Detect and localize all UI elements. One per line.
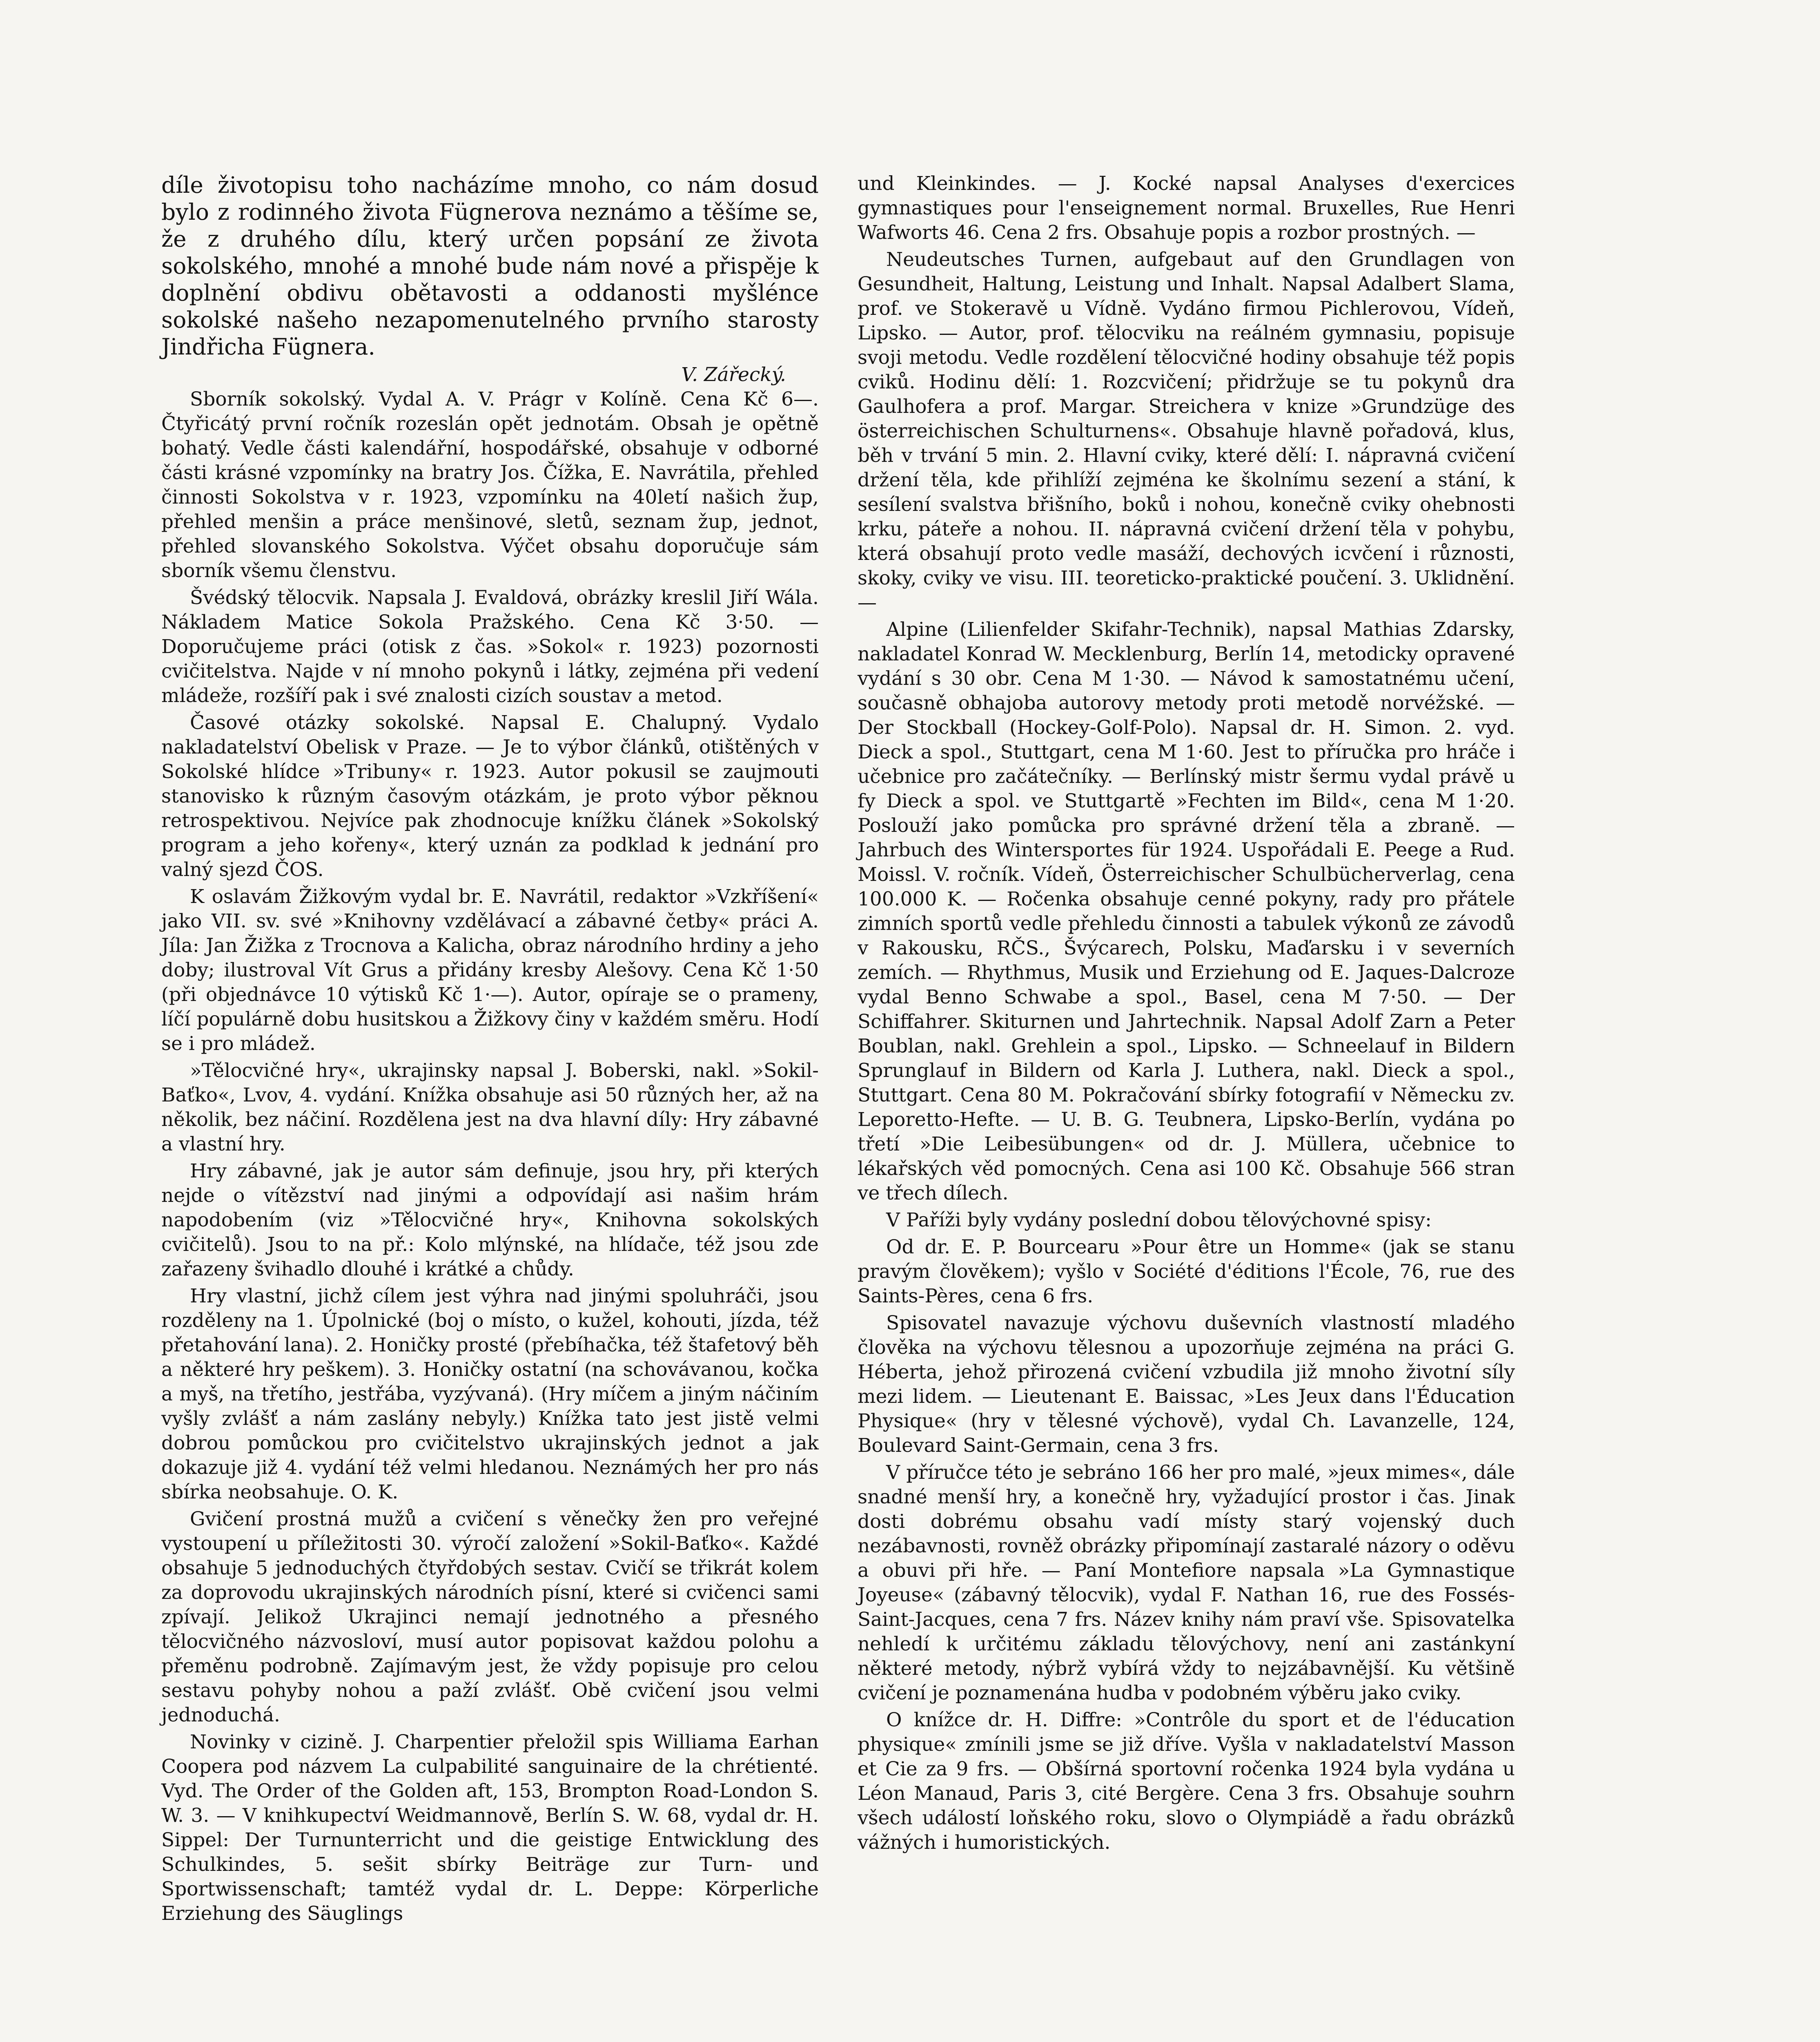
paragraph: Spisovatel navazuje výchovu duševních vlastností mladého člověka na výchovu tělesnou a upozorňuje zejména na práci G. Héberta, jehož přirozená cvičení vzbudila již mnoho životní síly mezi lidem. — Lieutenant E. Baissac, »Les Jeux dans l'Éducation Physique« (hry v tělesné výchově), vydal Ch. Lavanzelle, 124, Boulevard Saint-Germain, cena 3 frs. xyxy=(858,1312,1515,1457)
left-column xyxy=(161,172,819,1928)
paragraph: díle životopisu toho nacházíme mnoho, co nám dosud bylo z rodinného života Fügnerova neznámo a těšíme se, že z druhého dílu, který určen popsání ze života sokolského, mnohé a mnohé bude nám nové a přispěje k doplnění obdivu obětavosti a oddanosti myšlénce sokolské našeho nezapomenutelného prvního starosty Jindřicha Fügnera. xyxy=(161,172,819,360)
paragraph: V příručce této je sebráno 166 her pro malé, »jeux mimes«, dále snadné menší hry, a konečně hry, vyžadující prostor i čas. Jinak dosti dobrému obsahu vadí místy starý vojenský duch nezábavnosti, rovněž obrázky připomínají zastaralé názory o oděvu a obuvi při hře. — Paní Montefiore napsala »La Gymnastique Joyeuse« (zábavný tělocvik), vydal F. Nathan 16, rue des Fossés-Saint-Jacques, cena 7 frs. Název knihy nám praví vše. Spisovatelka nehledí k určitému základu tělovýchovy, není ani zastánkyní některé metody, nýbrž vybírá vždy to nejzábavnější. Ku většině cvičení je poznamenána hudba v podobném výběru jako cviky. xyxy=(858,1461,1515,1704)
author-signature: V. Zářecký. xyxy=(681,363,786,386)
right-column xyxy=(858,172,1515,1857)
paragraph: Novinky v cizině. J. Charpentier přeložil spis Williama Earhan Coopera pod názvem La culpabilité sanguinaire de la chrétienté. Vyd. The Order of the Golden aft, 153, Brompton Road-London S. W. 3. — V knihkupectví Weidmannově, Berlín S. W. 68, vydal dr. H. Sippel: Der Turnunterricht und die geistige Entwicklung des Schulkindes, 5. sešit sbírky Beiträge zur Turn- und Sportwissenschaft; tamtéž vydal dr. L. Deppe: Körperliche Erziehung des Säuglings xyxy=(161,1731,819,1925)
paragraph: O knížce dr. H. Diffre: »Contrôle du sport et de l'éducation physique« zmínili jsme se již dříve. Vyšla v nakladatelství Masson et Cie za 9 frs. — Obšírná sportovní ročenka 1924 byla vydána u Léon Manaud, Paris 3, cité Bergère. Cena 3 frs. Obsahuje souhrn všech událostí loňského roku, slovo o Olympiádě a řadu obrázků vážných i humoristických. xyxy=(858,1709,1515,1854)
paragraph: und Kleinkindes. — J. Kocké napsal Analyses d'exercices gymnastiques pour l'enseignement normal. Bruxelles, Rue Henri Wafworts 46. Cena 2 frs. Obsahuje popis a rozbor prostných. — xyxy=(858,172,1515,244)
paragraph: »Tělocvičné hry«, ukrajinsky napsal J. Boberski, nakl. »Sokil-Baťko«, Lvov, 4. vydání. Knížka obsahuje asi 50 různých her, až na několik, bez náčiní. Rozdělena jest na dva hlavní díly: Hry zábavné a vlastní hry. xyxy=(161,1059,819,1155)
paragraph: Švédský tělocvik. Napsala J. Evaldová, obrázky kreslil Jiří Wála. Nákladem Matice Sokola Pražského. Cena Kč 3·50. — Doporučujeme práci (otisk z čas. »Sokol« r. 1923) pozornosti cvičitelstva. Najde v ní mnoho pokynů i látky, zejména při vedení mládeže, rozšíří pak i své znalosti cizích soustav a metod. xyxy=(161,586,819,707)
paragraph: Hry zábavné, jak je autor sám definuje, jsou hry, při kterých nejde o vítězství nad jinými a odpovídají asi našim hrám napodobením (viz »Tělocvičné hry«, Knihovna sokolských cvičitelů). Jsou to na př.: Kolo mlýnské, na hlídače, též jsou zde zařazeny švihadlo dlouhé i krátké a chůdy. xyxy=(161,1160,819,1280)
paragraph: Alpine (Lilienfelder Skifahr-Technik), napsal Mathias Zdarsky, nakladatel Konrad W. Mecklenburg, Berlín 14, metodicky opravené vydání s 30 obr. Cena M 1·30. — Návod k samostatnému učení, současně obhajoba autorovy metody proti metodě norvéžské. — Der Stockball (Hockey-Golf-Polo). Napsal dr. H. Simon. 2. vyd. Dieck a spol., Stuttgart, cena M 1·60. Jest to příručka pro hráče i učebnice pro začátečníky. — Berlínský mistr šermu vydal právě u fy Dieck a spol. ve Stuttgartě »Fechten im Bild«, cena M 1·20. Poslouží jako pomůcka pro správné držení těla a zbraně. — Jahrbuch des Wintersportes für 1924. Uspořádali E. Peege a Rud. Moissl. V. ročník. Vídeň, Österreichischer Schulbücherverlag, cena 100.000 K. — Ročenka obsahuje cenné pokyny, rady pro přátele zimních sportů vedle přehledu činnosti a tabulek výkonů ze závodů v Rakousku, RČS., Švýcarech, Polsku, Maďarsku i v severních zemích. — Rhythmus, Musik und Erziehung od E. Jaques-Dalcroze vydal Benno Schwabe a spol., Basel, cena M 7·50. — Der Schiffahrer. Skiturnen und Jahrtechnik. Napsal Adolf Zarn a Peter Boublan, nakl. Grehlein a spol., Lipsko. — Schneelauf in Bildern Sprunglauf in Bildern od Karla J. Luthera, nakl. Dieck a spol., Stuttgart. Cena 80 M. Pokračování sbírky fotografií v Německu zv. Leporetto-Hefte. — U. B. G. Teubnera, Lipsko-Berlín, vydána po třetí »Die Leibesübungen« od dr. J. Müllera, učebnice to lékařských věd pomocných. Cena asi 100 Kč. Obsahuje 566 stran ve třech dílech. xyxy=(858,618,1515,1204)
paragraph: V Paříži byly vydány poslední dobou tělovýchovné spisy: xyxy=(886,1209,1432,1231)
paragraph: Časové otázky sokolské. Napsal E. Chalupný. Vydalo nakladatelství Obelisk v Praze. — Je to výbor článků, otištěných v Sokolské hlídce »Tribuny« r. 1923. Autor pokusil se zaujmouti stanovisko k různým časovým otázkám, je proto výbor pěknou retrospektivou. Nejvíce pak zhodnocuje knížku článek »Sokolský program a jeho kořeny«, který uznán za podklad k jednání pro valný sjezd ČOS. xyxy=(161,711,819,881)
paragraph: Hry vlastní, jichž cílem jest výhra nad jinými spoluhráči, jsou rozděleny na 1. Úpolnické (boj o místo, o kužel, kohouti, jízda, též přetahování lana). 2. Honičky prosté (přebíhačka, též štafetový běh a některé hry peškem). 3. Honičky ostatní (na schovávanou, kočka a myš, na třetího, jestřába, vyzývaná). (Hry míčem a jiným náčiním vyšly zvlášť a nám zaslány nebyly.) Knížka tato jest jistě velmi dobrou pomůckou pro cvičitelstvo ukrajinských jednot a jak dokazuje již 4. vydání též velmi hledanou. Neznámých her pro nás sbírka neobsahuje. O. K. xyxy=(161,1285,819,1503)
paragraph: Od dr. E. P. Bourcearu »Pour être un Homme« (jak se stanu pravým člověkem); vyšlo v Société d'éditions l'École, 76, rue des Saints-Pères, cena 6 frs. xyxy=(858,1236,1515,1307)
paragraph: Sborník sokolský. Vydal A. V. Prágr v Kolíně. Cena Kč 6—. Čtyřicátý první ročník rozeslán opět jednotám. Obsah je opětně bohatý. Vedle části kalendářní, hospodářské, obsahuje v odborné části krásné vzpomínky na bratry Jos. Čížka, E. Navrátila, přehled činnosti Sokolstva v r. 1923, vzpomínku na 40letí našich žup, přehled menšin a práce menšinové, sletů, seznam žup, jednot, přehled slovanského Sokolstva. Výčet obsahu doporučuje sám sborník všemu členstvu. xyxy=(161,388,819,582)
paragraph: K oslavám Žižkovým vydal br. E. Navrátil, redaktor »Vzkříšení« jako VII. sv. své »Knihovny vzdělávací a zábavné četby« práci A. Jíla: Jan Žižka z Trocnova a Kalicha, obraz národního hrdiny a jeho doby; ilustroval Vít Grus a přidány kresby Alešovy. Cena Kč 1·50 (při objednávce 10 výtisků Kč 1·—). Autor, opíraje se o prameny, líčí populárně dobu husitskou a Žižkovy činy v každém směru. Hodí se i pro mládež. xyxy=(161,885,819,1055)
paragraph: Gvičení prostná mužů a cvičení s věnečky žen pro veřejné vystoupení u příležitosti 30. výročí založení »Sokil-Baťko«. Každé obsahuje 5 jednoduchých čtyřdobých sestav. Cvičí se třikrát kolem za doprovodu ukrajinských národních písní, které si cvičenci sami zpívají. Jelikož Ukrajinci nemají jednotného a přesného tělocvičného názvosloví, musí autor popisovat každou polohu a přeměnu podrobně. Zajímavým jest, že vždy popisuje pro celou sestavu pohyby nohou a paží zvlášť. Obě cvičení jsou velmi jednoduchá. xyxy=(161,1508,819,1726)
paragraph: Neudeutsches Turnen, aufgebaut auf den Grundlagen von Gesundheit, Haltung, Leistung und Inhalt. Napsal Adalbert Slama, prof. ve Stokeravě u Vídně. Vydáno firmou Pichlerovou, Vídeň, Lipsko. — Autor, prof. tělocviku na reálném gymnasiu, popisuje svoji metodu. Vedle rozdělení tělocvičné hodiny obsahuje též popis cviků. Hodinu dělí: 1. Rozcvičení; přidržuje se tu pokynů dra Gaulhofera a prof. Margar. Streichera v knize »Grundzüge des österreichischen Schulturnens«. Obsahuje hlavně pořadová, klus, běh v trvání 5 min. 2. Hlavní cviky, které dělí: I. nápravná cvičení držení těla, kde přihlíží zejména ke školnímu sezení a stání, k sesílení svalstva břišního, boků i nohou, konečně cviky ohebnosti krku, páteře a nohou. II. nápravná cvičení držení těla v pohybu, která obsahují proto vedle masáží, dechových icvčení i různosti, skoky, cviky ve visu. III. teoreticko-praktické poučení. 3. Uklidnění. — xyxy=(858,248,1515,614)
